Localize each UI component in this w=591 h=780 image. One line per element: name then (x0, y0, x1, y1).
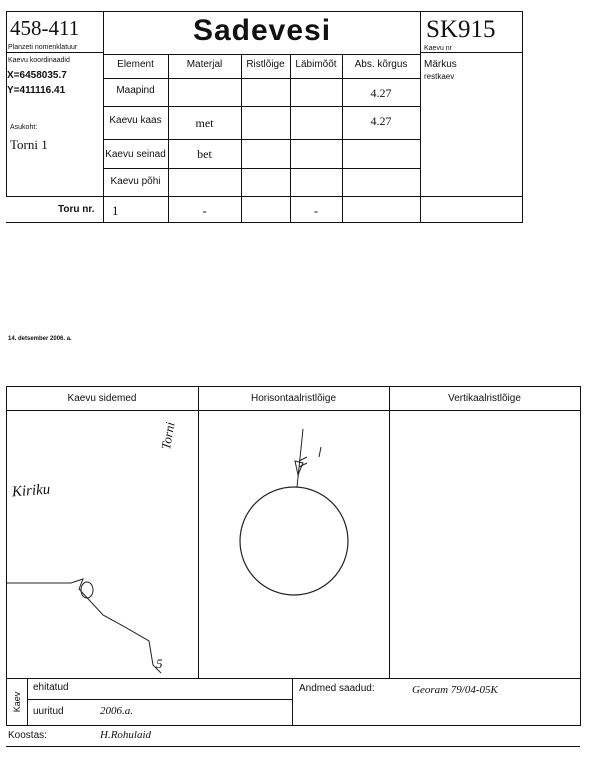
well-connections-sketch (7, 411, 197, 677)
well-code: SK915 (426, 16, 496, 43)
page-title: Sadevesi (192, 14, 332, 47)
header-cross-section: Ristlõige (246, 59, 285, 70)
sketch-label-tower: Torni (158, 420, 178, 451)
sheet-number: 458-411 (10, 16, 80, 40)
header-vertical-section: Vertikaalristlõige (448, 393, 521, 404)
table-row-height: 4.27 (370, 86, 392, 100)
pipe-number: 1 (112, 203, 119, 218)
header-horizontal-section: Horisontaalristlõige (250, 393, 337, 404)
built-label: ehitatud (33, 682, 69, 693)
compiled-value: H.Rohulaid (100, 729, 152, 741)
surveyed-value: 2006.a. (100, 705, 133, 717)
table-row-element: Kaevu kaas (109, 115, 162, 126)
side-label: Kaev (12, 691, 22, 713)
source-value: Georam 79/04-05K (412, 684, 498, 696)
table-row-height: 4.27 (370, 114, 392, 128)
header-diameter: Läbimõõt (295, 59, 337, 70)
header-element: Element (117, 59, 154, 70)
x-coordinate: X=6458035.7 (7, 70, 67, 81)
surveyed-label: uuritud (33, 706, 64, 717)
y-coordinate: Y=411116.41 (7, 85, 66, 96)
source-label: Andmed saadud: (299, 683, 375, 694)
sketch-label-number: 5 (156, 656, 163, 671)
pipe-diameter: - (313, 203, 319, 218)
header-material: Materjal (186, 59, 223, 70)
table-row-material: met (195, 116, 214, 130)
notes-label: Märkus (424, 59, 457, 70)
table-row-element: Kaevu põhi (110, 176, 161, 187)
pipe-label: Toru nr. (58, 204, 95, 215)
table-row-element: Maapind (116, 85, 155, 96)
pipe-material: - (202, 203, 207, 218)
location-value: Torni 1 (10, 137, 48, 152)
well-code-label: Kaevu nr (424, 45, 453, 52)
date-line: 14. detsember 2006. a. (8, 336, 72, 342)
header-well-connections: Kaevu sidemed (67, 393, 137, 404)
table-row-material: bet (197, 147, 212, 161)
notes-value: restkaev (424, 72, 455, 81)
coords-label: Kaevu koordinaadid (8, 57, 70, 64)
table-row-element: Kaevu seinad (105, 149, 166, 160)
horizontal-section-sketch (199, 411, 389, 677)
sketch-label-church: Kiriku (11, 481, 51, 501)
sheet-number-label: Planzeti nomenklatuur (8, 44, 78, 51)
header-abs-height: Abs. kõrgus (354, 59, 408, 70)
location-label: Asukoht: (10, 124, 38, 131)
compiled-label: Koostas: (8, 730, 47, 741)
